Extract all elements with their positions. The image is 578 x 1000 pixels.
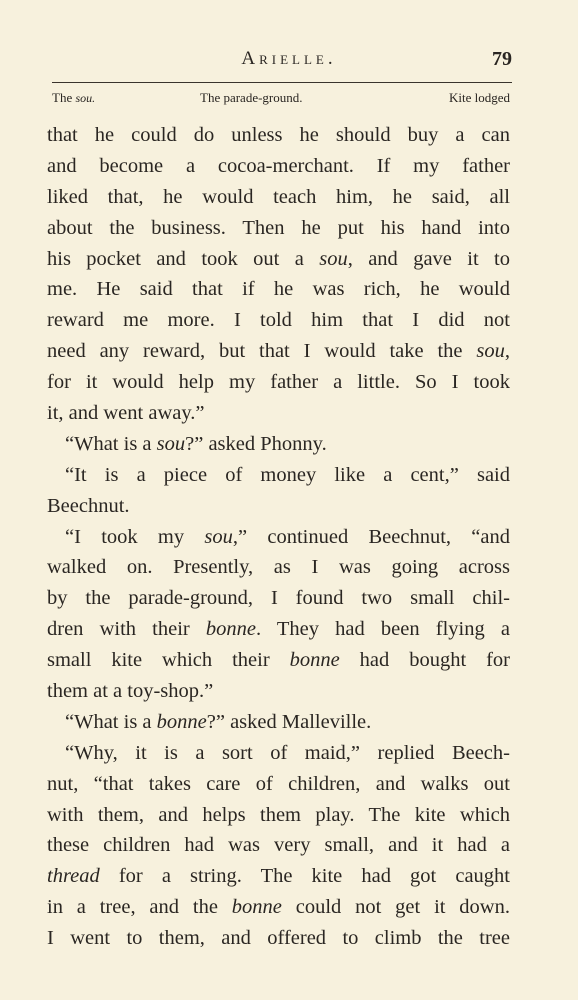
text-line: dren with their bonne. They had been flying a [47, 618, 510, 641]
marginal-note-right: Kite lodged [448, 90, 510, 105]
text-line: that he could do unless he should buy a can [47, 124, 510, 146]
text-line: need any reward, but that I would take the sou, [47, 340, 510, 363]
marginal-note-left-italic: sou. [75, 91, 96, 105]
text-line: with them, and helps them play. The kite which [47, 803, 510, 826]
running-head [0, 48, 578, 78]
text-line: nut, “that takes care of children, and walks out [47, 772, 510, 795]
marginal-note-center: The parade-ground. [200, 90, 303, 105]
text-line: them at a toy-shop.” [47, 680, 214, 703]
text-line: thread for a string. The kite had got caught [47, 865, 510, 888]
text-line: “It is a piece of money like a cent,” said [65, 463, 510, 486]
running-title: Arielle. [241, 48, 337, 69]
text-line: by the parade-ground, I found two small chil- [47, 587, 510, 610]
text-line: liked that, he would teach him, he said, all [47, 185, 510, 208]
marginal-note-left [52, 90, 95, 106]
text-line: Beechnut. [47, 494, 130, 517]
text-line: small kite which their bonne had bought for [47, 649, 510, 672]
text-line: reward me more. I told him that I did not [47, 309, 510, 332]
marginal-notes [52, 90, 512, 108]
text-line: “I took my sou,” continued Beechnut, “and [65, 525, 510, 548]
text-line: walked on. Presently, as I was going across [47, 556, 510, 579]
header-rule [52, 82, 512, 83]
text-line: “Why, it is a sort of maid,” replied Beech- [65, 741, 510, 764]
text-line: “What is a sou?” asked Phonny. [65, 432, 327, 455]
text-line: in a tree, and the bonne could not get it down. [47, 896, 510, 919]
text-line: for it would help my father a little. So I took [47, 371, 510, 394]
text-line: these children had was very small, and it had a [47, 834, 510, 857]
text-line: “What is a bonne?” asked Malleville. [65, 710, 372, 733]
text-line: about the business. Then he put his hand into [47, 216, 510, 239]
body-text [47, 120, 510, 954]
marginal-note-left-prefix: The [52, 90, 73, 105]
text-line: and become a cocoa-merchant. If my father [47, 154, 510, 177]
text-line: his pocket and took out a sou, and gave it to [47, 247, 510, 270]
text-line: it, and went away.” [47, 402, 205, 425]
text-line: me. He said that if he was rich, he would [47, 278, 510, 301]
text-line: I went to them, and offered to climb the tree [47, 927, 510, 950]
page-number: 79 [492, 48, 512, 70]
